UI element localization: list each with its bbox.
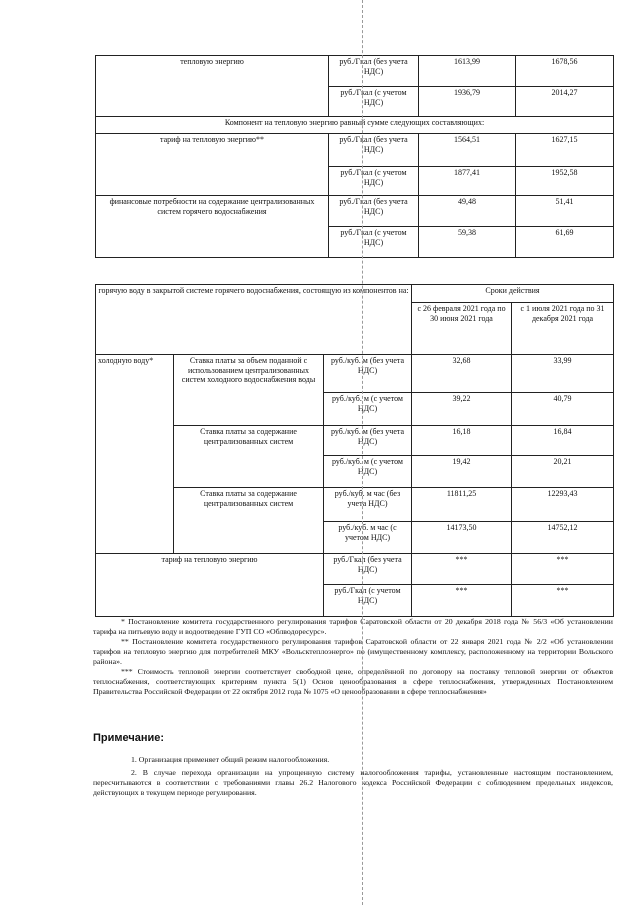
value-cell: 14173,50 [412,522,512,554]
footnote-1: * Постановление комитета государственного регулирования тарифов Саратовской области от 20 декабря 2018 года № 56/3 «Об установлении тарифа на питьевую воду и водоотведение ГУП СО «Облводоресурс». [93,617,613,636]
unit-cell: руб./Гкал (без учета НДС) [329,134,419,167]
unit-cell: руб./куб. м (с учетом НДС) [324,456,412,488]
value-cell: 61,69 [516,227,614,258]
value-cell: 14752,12 [512,522,614,554]
table-header-left: горячую воду в закрытой системе горячего водоснабжения, состоящую из компонентов на: [96,285,412,355]
heat-tariff-table [95,55,614,258]
value-cell: 39,22 [412,393,512,426]
value-cell: 1877,41 [419,167,516,196]
unit-cell: руб./Гкал (с учетом НДС) [324,585,412,617]
remark-2: 2. В случае перехода организации на упрощенную систему налогообложения тарифы, установленные настоящим постановлением, пересчитываются в соответствии с требованиями главы 26.2 Налогового кодекса Российской Федерации с соблюдением предельных индексов, действующих в текущем периоде регулирования. [93,768,613,797]
row-name: тариф на тепловую энергию** [96,134,329,196]
footnote-3: *** Стоимость тепловой энергии соответствует свободной цене, определённой по договору на поставку тепловой энергии от объектов теплоснабжения, соответствующих критериям пункта 5(1) Основ ценообразования в сфере теплоснабжения, утвержденных Постановлением Правительства Российской Федерации от 22 октября 2012 года № 1075 «О ценообразовании в сфере теплоснабжения» [93,667,613,696]
value-cell: 1613,99 [419,56,516,87]
value-cell: *** [512,585,614,617]
footnote-2: ** Постановление комитета государственного регулирования тарифов Саратовской области от 22 января 2021 года № 2/2 «Об установлении тарифов на тепловую энергию для потребителей МКУ «Вольсктеплоэнерго» по (имущественному комплексу, расположенному на территории Вольского района». [93,637,613,666]
value-cell: 12293,43 [512,488,614,522]
value-cell: 51,41 [516,196,614,227]
unit-cell: руб./Гкал (без учета НДС) [329,56,419,87]
unit-cell: руб./Гкал (без учета НДС) [324,554,412,585]
value-cell: 16,18 [412,426,512,456]
value-cell: 32,68 [412,355,512,393]
rate-maintenance-hourly: Ставка платы за содержание централизованных систем [174,488,324,554]
water-tariff-table [95,284,614,617]
value-cell: 49,48 [419,196,516,227]
remarks [93,755,613,801]
value-cell: 19,42 [412,456,512,488]
remarks-title: Примечание: [93,732,165,744]
value-cell: 1564,51 [419,134,516,167]
footnotes [93,617,613,697]
value-cell: 40,79 [512,393,614,426]
value-cell: *** [512,554,614,585]
remark-1: 1. Организация применяет общий режим налогообложения. [131,755,330,764]
unit-cell: руб./куб. м час (с учетом НДС) [324,522,412,554]
unit-cell: руб./Гкал (без учета НДС) [329,196,419,227]
unit-cell: руб./Гкал (с учетом НДС) [329,227,419,258]
unit-cell: руб./Гкал (с учетом НДС) [329,167,419,196]
value-cell: 11811,25 [412,488,512,522]
value-cell: *** [412,585,512,617]
value-cell: 1936,79 [419,87,516,117]
value-cell: 20,21 [512,456,614,488]
period-1: с 26 февраля 2021 года по 30 июня 2021 года [412,303,512,355]
heat-tariff-label: тариф на тепловую энергию [96,554,324,617]
value-cell: *** [412,554,512,585]
unit-cell: руб./куб. м (без учета НДС) [324,426,412,456]
unit-cell: руб./куб. м (без учета НДС) [324,355,412,393]
row-name: финансовые потребности на содержание централизованных систем горячего водоснабжения [96,196,329,258]
value-cell: 59,38 [419,227,516,258]
unit-cell: руб./куб. м час (без учета НДС) [324,488,412,522]
period-header: Сроки действия [412,285,614,303]
unit-cell: руб./куб. м (с учетом НДС) [324,393,412,426]
rate-volume: Ставка платы за объем поданной с использованием централизованных систем холодного водоснабжения воды [174,355,324,426]
rate-maintenance: Ставка платы за содержание централизованных систем [174,426,324,488]
component-header: Компонент на тепловую энергию равный сумме следующих составляющих: [96,117,614,134]
fold-line [362,0,363,905]
value-cell: 1627,15 [516,134,614,167]
unit-cell: руб./Гкал (с учетом НДС) [329,87,419,117]
row-name: тепловую энергию [96,56,329,117]
value-cell: 2014,27 [516,87,614,117]
value-cell: 33,99 [512,355,614,393]
value-cell: 1952,58 [516,167,614,196]
period-2: с 1 июля 2021 года по 31 декабря 2021 года [512,303,614,355]
cold-water-label: холодную воду* [96,355,174,554]
value-cell: 1678,56 [516,56,614,87]
value-cell: 16,84 [512,426,614,456]
